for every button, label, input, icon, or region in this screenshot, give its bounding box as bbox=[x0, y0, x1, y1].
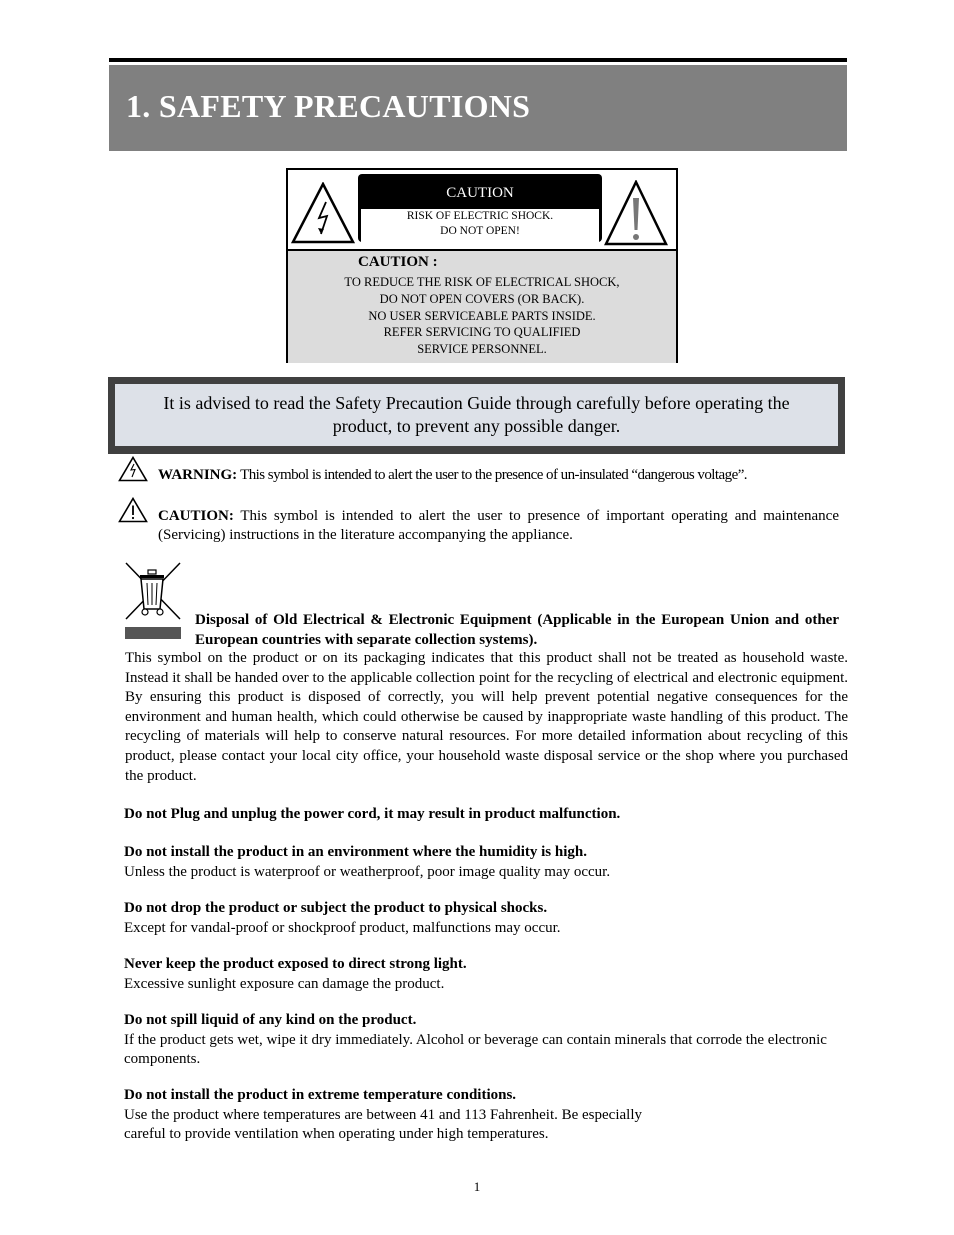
caution-plate-title: CAUTION bbox=[446, 185, 514, 201]
rule-heading: Do not Plug and unplug the power cord, it may result in product malfunction. bbox=[124, 806, 621, 822]
caution-note-label: CAUTION: bbox=[158, 508, 234, 524]
caution-plate-inner bbox=[361, 209, 599, 245]
rule-text: careful to provide ventilation when operating under high temperatures. bbox=[124, 1126, 549, 1143]
rule-item bbox=[124, 843, 854, 882]
warning-voltage-icon bbox=[118, 456, 148, 482]
caution-instructions bbox=[288, 274, 676, 358]
caution-note bbox=[158, 507, 839, 545]
disposal-body: This symbol on the product or on its packaging indicates that this product shall not be treated as household waste. Instead it shall be handed over to the applicable collection point for the recycling of electrical and electronic equipment. By ensuring this product is disposed of correctly, you will help prevent potential negative consequences for the environment and human health, which could otherwise be caused by inappropriate waste handling of this product. The recycling of materials will help to conserve natural resources. For more detailed information about recycling of this product, please contact your local city office, your household waste disposal service or the shop where you purchased the product. bbox=[125, 650, 848, 784]
weee-bin-icon bbox=[124, 561, 182, 641]
rule-text: If the product gets wet, wipe it dry immediately. Alcohol or beverage can contain minerals that corrode the electronic components. bbox=[124, 1031, 827, 1068]
warning-note bbox=[158, 466, 848, 485]
rule-heading: Never keep the product exposed to direct strong light. bbox=[124, 956, 467, 972]
page-title: 1. SAFETY PRECAUTIONS bbox=[126, 88, 531, 124]
page-number: 1 bbox=[473, 1179, 481, 1194]
caution-line: NO USER SERVICEABLE PARTS INSIDE. bbox=[368, 308, 596, 323]
rule-text: Unless the product is waterproof or weatherproof, poor image quality may occur. bbox=[124, 863, 611, 880]
caution-exclamation-icon bbox=[118, 497, 148, 523]
advice-line: product, to prevent any possible danger. bbox=[332, 416, 621, 436]
rule-heading: Do not install the product in extreme temperature conditions. bbox=[124, 1087, 517, 1103]
exclamation-icon bbox=[604, 180, 668, 246]
advice-box bbox=[108, 377, 845, 454]
electric-shock-icon bbox=[291, 182, 355, 244]
caution-sub-line: RISK OF ELECTRIC SHOCK. bbox=[406, 210, 554, 222]
rule-item bbox=[124, 955, 854, 994]
rule-item bbox=[124, 805, 854, 825]
advice-text bbox=[115, 384, 838, 446]
caution-sub-line: DO NOT OPEN! bbox=[440, 225, 520, 237]
header-rule bbox=[109, 58, 847, 62]
rule-item bbox=[124, 1011, 860, 1070]
caution-line: TO REDUCE THE RISK OF ELECTRICAL SHOCK, bbox=[344, 275, 620, 289]
caution-label bbox=[286, 168, 678, 363]
disposal-heading: Disposal of Old Electrical & Electronic Equipment (Applicable in the European Union and other European countries with separate collection systems). bbox=[195, 612, 839, 648]
caution-line: DO NOT OPEN COVERS (OR BACK). bbox=[379, 291, 585, 306]
rule-heading: Do not drop the product or subject the product to physical shocks. bbox=[124, 900, 548, 916]
rule-item bbox=[124, 1086, 854, 1145]
rule-heading: Do not spill liquid of any kind on the product. bbox=[124, 1012, 417, 1028]
rule-text: Use the product where temperatures are between 41 and 113 Fahrenheit. Be especially bbox=[124, 1106, 642, 1123]
rule-heading: Do not install the product in an environment where the humidity is high. bbox=[124, 844, 587, 860]
caution-heading: CAUTION : bbox=[358, 254, 438, 270]
rule-text: Except for vandal-proof or shockproof product, malfunctions may occur. bbox=[124, 919, 561, 936]
warning-label: WARNING: bbox=[158, 467, 238, 483]
caution-line: REFER SERVICING TO QUALIFIED bbox=[383, 325, 581, 340]
warning-text: This symbol is intended to alert the user to the presence of un-insulated “dangerous voltage”. bbox=[240, 467, 747, 483]
rule-item bbox=[124, 899, 854, 938]
advice-line: It is advised to read the Safety Precaution Guide through carefully before operating the bbox=[163, 393, 790, 413]
caution-plate bbox=[358, 174, 602, 242]
caution-line: SERVICE PERSONNEL. bbox=[417, 342, 547, 357]
rule-text: Excessive sunlight exposure can damage the product. bbox=[124, 975, 445, 992]
caution-note-text: This symbol is intended to alert the user to presence of important operating and maintenance (Servicing) instructions in the literature accompanying the appliance. bbox=[158, 508, 839, 543]
